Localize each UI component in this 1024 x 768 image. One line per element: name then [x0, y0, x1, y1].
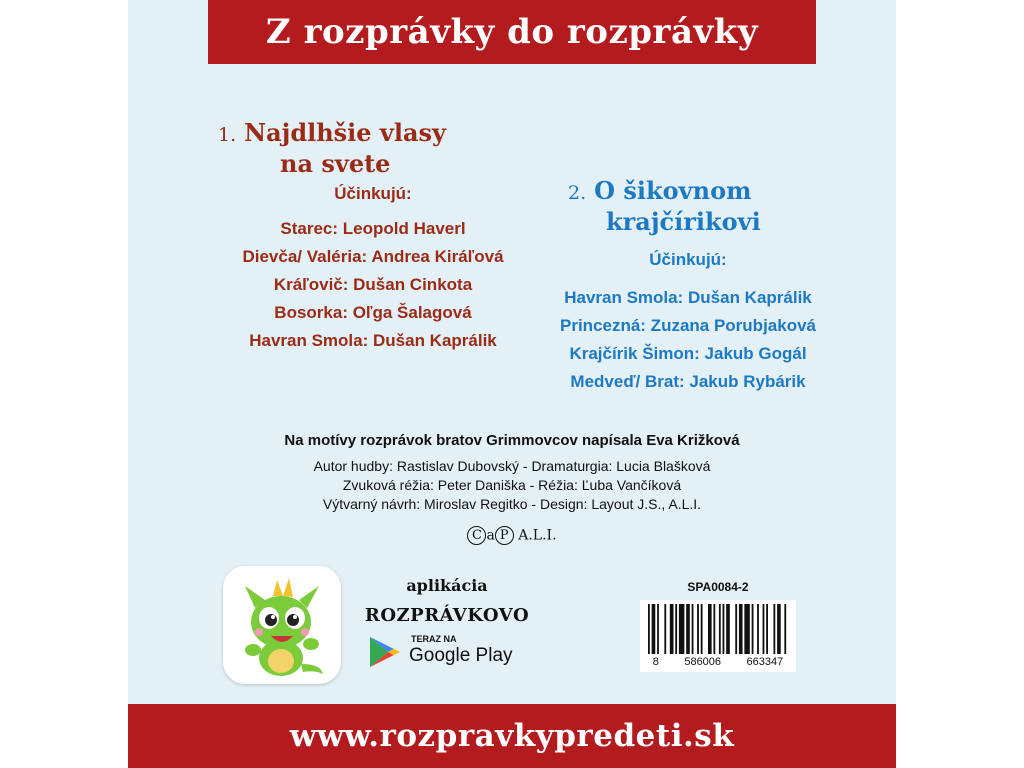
app-name: ROZPRÁVKOVO [364, 605, 530, 626]
cast-row: Havran Smola: Dušan Kaprálik [249, 331, 497, 350]
cast-row: Bosorka: Oľga Šalagová [274, 303, 472, 322]
app-promo [352, 576, 542, 626]
barcode-bars-icon [648, 604, 788, 656]
story-2-title-line-2: krajčírikovi [606, 207, 761, 236]
website-url[interactable]: www.rozpravkypredeti.sk [289, 718, 735, 754]
phonogram-icon: P [495, 526, 514, 545]
story-1-cast-label: Účinkujú: [334, 184, 412, 203]
google-play-badge[interactable] [368, 632, 528, 670]
barcode [640, 600, 796, 672]
cast-row: Krajčírik Šimon: Jakub Gogál [569, 344, 807, 363]
story-2-cast [528, 250, 848, 396]
credits-line: Zvuková réžia: Peter Daniška - Réžia: Ľuba Vančíková [342, 477, 682, 493]
cast-row: Havran Smola: Dušan Kaprálik [564, 288, 812, 307]
barcode-block [640, 580, 796, 672]
album-title: Z rozprávky do rozprávky [265, 12, 759, 52]
credits-block [128, 432, 896, 514]
story-2-title [568, 176, 828, 236]
app-pre-label: aplikácia [406, 576, 488, 595]
barcode-digits [640, 656, 796, 668]
barcode-digit-group: 8 [652, 656, 659, 668]
copyright-owner: A.L.I. [518, 527, 557, 544]
cast-row: Medveď/ Brat: Jakub Rybárik [570, 372, 806, 391]
copyright-and: a [486, 527, 495, 544]
cast-row: Princezná: Zuzana Porubjaková [559, 316, 816, 335]
copyright-icon: C [467, 526, 486, 545]
catalog-number: SPA0084-2 [687, 580, 749, 594]
album-back-cover [128, 0, 896, 768]
header-title-bar [208, 0, 816, 64]
store-name: Google Play [409, 645, 513, 666]
dragon-mascot-icon [223, 566, 341, 684]
credits-main: Na motívy rozprávok bratov Grimmovcov napísala Eva Križková [284, 432, 740, 449]
story-1-cast [188, 184, 558, 355]
barcode-digit-group: 586006 [684, 656, 722, 668]
story-1-number: 1. [218, 124, 237, 146]
footer-bar [128, 704, 896, 768]
story-1-title-line-2: na svete [280, 149, 391, 178]
story-1-title [218, 118, 488, 178]
cast-row: Starec: Leopold Haverl [280, 219, 466, 238]
google-play-icon [368, 636, 402, 668]
copyright-line [128, 526, 896, 545]
credits-line: Autor hudby: Rastislav Dubovský - Dramaturgia: Lucia Blašková [313, 458, 711, 474]
story-2-title-line-1: O šikovnom [594, 176, 752, 205]
story-2-cast-label: Účinkujú: [649, 250, 727, 269]
cast-row: Kráľovič: Dušan Cinkota [273, 275, 473, 294]
dragon-app-icon[interactable] [223, 566, 341, 684]
credits-line: Výtvarný návrh: Miroslav Regitko - Design: Layout J.S., A.L.I. [322, 496, 702, 512]
story-1-title-line-1: Najdlhšie vlasy [244, 118, 446, 147]
story-2-number: 2. [568, 182, 587, 204]
cast-row: Dievča/ Valéria: Andrea Kiráľová [242, 247, 504, 266]
barcode-digit-group: 663347 [746, 656, 784, 668]
store-small-label: TERAZ NA [411, 634, 457, 644]
